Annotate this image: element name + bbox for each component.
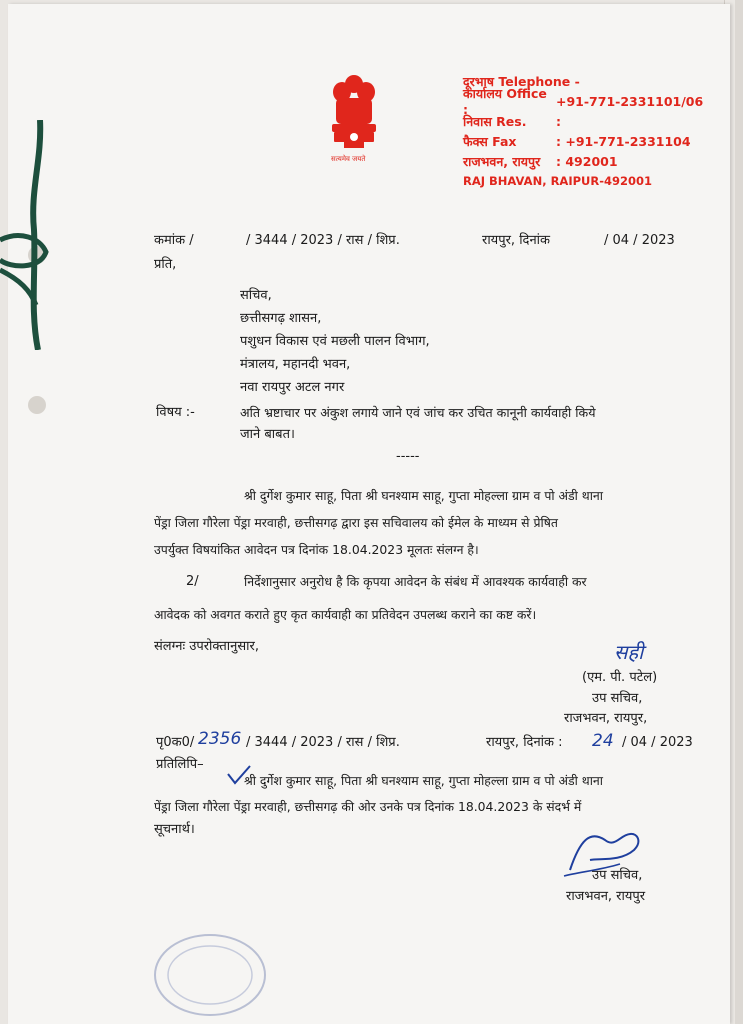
ref-label: कमांक / — [154, 233, 194, 248]
office-stamp — [150, 930, 270, 1020]
recipient-line: छत्तीसगढ़ शासन, — [240, 311, 322, 326]
copy-line: श्री दुर्गेश कुमार साहू, पिता श्री घनश्याम साहू, गुप्ता मोहल्ला ग्राम व पो अंडी थाना — [244, 773, 604, 788]
place-date: रायपुर, दिनांक — [482, 233, 551, 248]
subject-line: जाने बाबत। — [240, 427, 295, 442]
letterhead-contact — [463, 71, 713, 191]
signatory-name: (एम. पी. पटेल) — [582, 670, 658, 685]
body-line: उपर्युक्त विषयांकित आवेदन पत्र दिनांक 18.04.2023 मूलतः संलग्न है। — [154, 542, 479, 557]
copy-line: सूचनार्थ। — [154, 822, 195, 837]
recipient-line: पशुधन विकास एवं मछली पालन विभाग, — [240, 334, 430, 349]
signatory-office: राजभवन, रायपुर, — [564, 711, 648, 726]
body-line: निर्देशानुसार अनुरोध है कि कृपया आवेदन के संबंध में आवश्यक कार्यवाही कर — [244, 574, 587, 589]
copy-date-handwritten: 24 — [592, 731, 614, 751]
divider: ----- — [396, 449, 420, 464]
telephone-label: दूरभाष Telephone - — [463, 73, 580, 89]
initials-handwritten: सही — [614, 640, 644, 664]
signatory-title: उप सचिव, — [592, 691, 643, 706]
city-label: राजभवन, रायपुर — [463, 153, 541, 169]
subject-line: अति भ्रष्टाचार पर अंकुश लगाये जाने एवं जांच कर उचित कानूनी कार्यवाही किये — [240, 405, 596, 420]
body-line: श्री दुर्गेश कुमार साहू, पिता श्री घनश्याम साहू, गुप्ता मोहल्ला ग्राम व पो अंडी थाना — [244, 488, 604, 503]
ref-number: / 3444 / 2023 / रास / शिप्र. — [246, 233, 400, 248]
recipient-line: मंत्रालय, महानदी भवन, — [240, 357, 351, 372]
residence-label: निवास Res. — [463, 113, 527, 129]
copy-ref-handwritten: 2356 — [198, 729, 242, 749]
recipient-line: सचिव, — [240, 288, 272, 303]
recipient-line: नवा रायपुर अटल नगर — [240, 380, 345, 395]
national-emblem-icon — [322, 72, 386, 164]
emblem-caption: सत्यमेव जयते — [331, 155, 366, 163]
copy-line: पेंड्रा जिला गौरेला पेंड्रा मरवाही, छत्तीसगढ़ की ओर उनके पत्र दिनांक 18.04.2023 के संदर्भ में — [154, 799, 582, 814]
copy-label: प्रतिलिपि– — [156, 757, 204, 772]
office-phone: +91-771-2331101/06 — [556, 93, 704, 109]
date-value: / 04 / 2023 — [604, 233, 675, 248]
body-line: पेंड्रा जिला गौरेला पेंड्रा मरवाही, छत्तीसगढ़ द्वारा इस सचिवालय को ईमेल के माध्यम से प्रेषित — [154, 515, 558, 530]
file-tag-string — [0, 120, 60, 350]
copy-sign-title: उप सचिव, — [592, 868, 643, 883]
copy-ref-prefix: पृ0क0/ — [156, 735, 195, 750]
copy-date-value: / 04 / 2023 — [622, 735, 693, 750]
enclosure-note: संलग्नः उपरोक्तानुसार, — [154, 639, 259, 654]
subject-label: विषय :- — [156, 405, 195, 420]
fax-number: : +91-771-2331104 — [556, 133, 691, 149]
to-label: प्रति, — [154, 257, 177, 272]
copy-sign-office: राजभवन, रायपुर — [566, 889, 646, 904]
copy-place-date: रायपुर, दिनांक : — [486, 735, 563, 750]
copy-ref-number: / 3444 / 2023 / रास / शिप्र. — [246, 735, 400, 750]
pin-code: : 492001 — [556, 153, 618, 169]
fax-label: फैक्स Fax — [463, 133, 517, 149]
body-line: आवेदक को अवगत कराते हुए कृत कार्यवाही का प्रतिवेदन उपलब्ध कराने का कष्ट करें। — [154, 607, 537, 622]
para-number: 2/ — [186, 574, 199, 589]
residence-phone: : — [556, 113, 561, 129]
raj-bhavan-address: RAJ BHAVAN, RAIPUR-492001 — [463, 174, 653, 188]
office-label: कार्यालय Office : — [463, 86, 547, 117]
